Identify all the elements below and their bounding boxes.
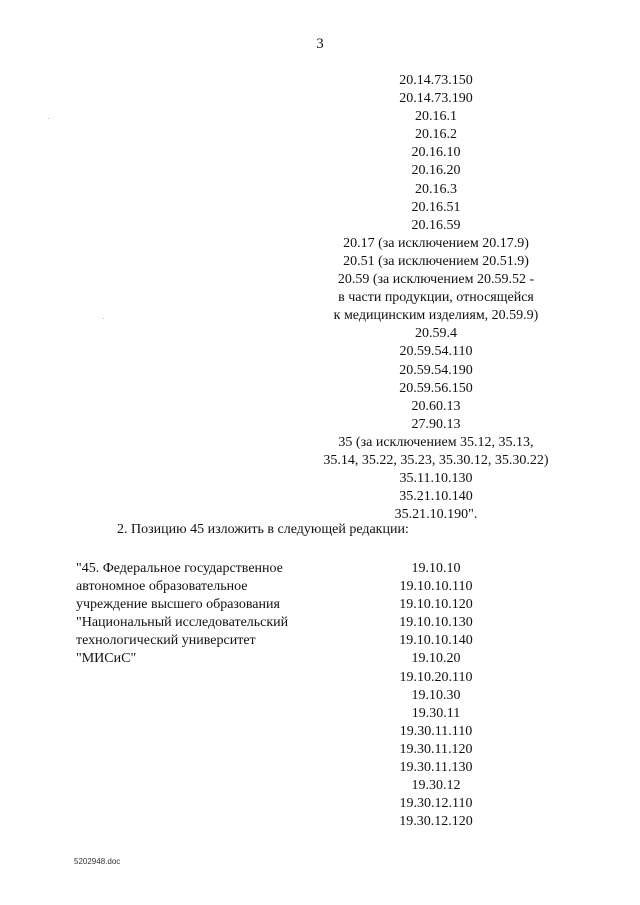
list-item: 19.30.11.130 xyxy=(399,760,473,776)
list-item: 20.60.13 xyxy=(411,398,461,414)
page-number: 3 xyxy=(316,36,324,52)
list-item: 35 (за исключением 35.12, 35.13, xyxy=(338,434,534,450)
list-item: 19.10.10.140 xyxy=(399,633,473,649)
list-item: 19.30.12.110 xyxy=(399,796,473,812)
list-item: 20.59.54.190 xyxy=(399,362,473,378)
list-item: 20.14.73.150 xyxy=(399,73,473,88)
org-name-line: "МИСиС" xyxy=(76,651,137,667)
list-item: 19.10.10.130 xyxy=(399,615,473,631)
list-item: 19.30.11.110 xyxy=(399,723,473,739)
org-name-line: "Национальный исследовательский xyxy=(76,615,289,631)
list-item: 20.16.59 xyxy=(411,217,461,233)
list-item: 19.10.10.110 xyxy=(399,579,473,595)
list-item: 20.16.20 xyxy=(411,163,461,179)
list-item: 20.14.73.190 xyxy=(399,91,473,107)
list-item: 20.16.51 xyxy=(411,199,461,215)
list-item: 19.10.10.120 xyxy=(399,597,473,613)
list-item: 20.59 (за исключением 20.59.52 - xyxy=(337,272,535,288)
list-item: 35.11.10.130 xyxy=(399,471,473,487)
paragraph-2: 2. Позицию 45 изложить в следующей редакции: xyxy=(117,522,409,537)
list-item: 20.16.10 xyxy=(411,145,461,161)
list-item: в части продукции, относящейся xyxy=(338,290,534,306)
list-item: 35.21.10.140 xyxy=(399,489,473,505)
list-item: 19.10.20.110 xyxy=(399,669,473,685)
scan-speck xyxy=(48,118,49,119)
list-item: 20.16.3 xyxy=(415,181,457,197)
list-item: 19.30.12 xyxy=(411,778,461,794)
list-item: 27.90.13 xyxy=(411,416,461,432)
org-name-line: учреждение высшего образования xyxy=(76,597,280,613)
list-item: 19.10.20 xyxy=(411,651,461,667)
list-item: 20.51 (за исключением 20.51.9) xyxy=(343,253,529,269)
top-code-list xyxy=(306,72,566,524)
scan-speck xyxy=(103,318,104,319)
list-item: 19.10.30 xyxy=(411,687,461,703)
list-item: 19.30.12.120 xyxy=(399,814,473,830)
list-item: 35.21.10.190". xyxy=(394,507,478,523)
list-item: 20.59.56.150 xyxy=(399,380,473,396)
list-item: к медицинским изделиям, 20.59.9) xyxy=(333,308,539,324)
list-item: 20.59.54.110 xyxy=(399,344,473,360)
list-item: 19.30.11 xyxy=(411,705,461,721)
org-name-line: "45. Федеральное государственное xyxy=(76,561,283,576)
list-item: 19.10.10 xyxy=(411,561,461,576)
list-item: 19.30.11.120 xyxy=(399,741,473,757)
position-45-code-list xyxy=(356,560,516,831)
footer-doc-name: 5202948.doc xyxy=(74,857,121,866)
list-item: 20.59.4 xyxy=(415,326,457,342)
list-item: 35.14, 35.22, 35.23, 35.30.12, 35.30.22) xyxy=(323,452,549,468)
list-item: 20.17 (за исключением 20.17.9) xyxy=(343,235,529,251)
org-name-line: технологический университет xyxy=(76,633,256,649)
list-item: 20.16.2 xyxy=(415,127,457,143)
org-name-line: автономное образовательное xyxy=(76,579,248,595)
list-item: 20.16.1 xyxy=(415,109,457,125)
position-45-name xyxy=(76,560,336,669)
